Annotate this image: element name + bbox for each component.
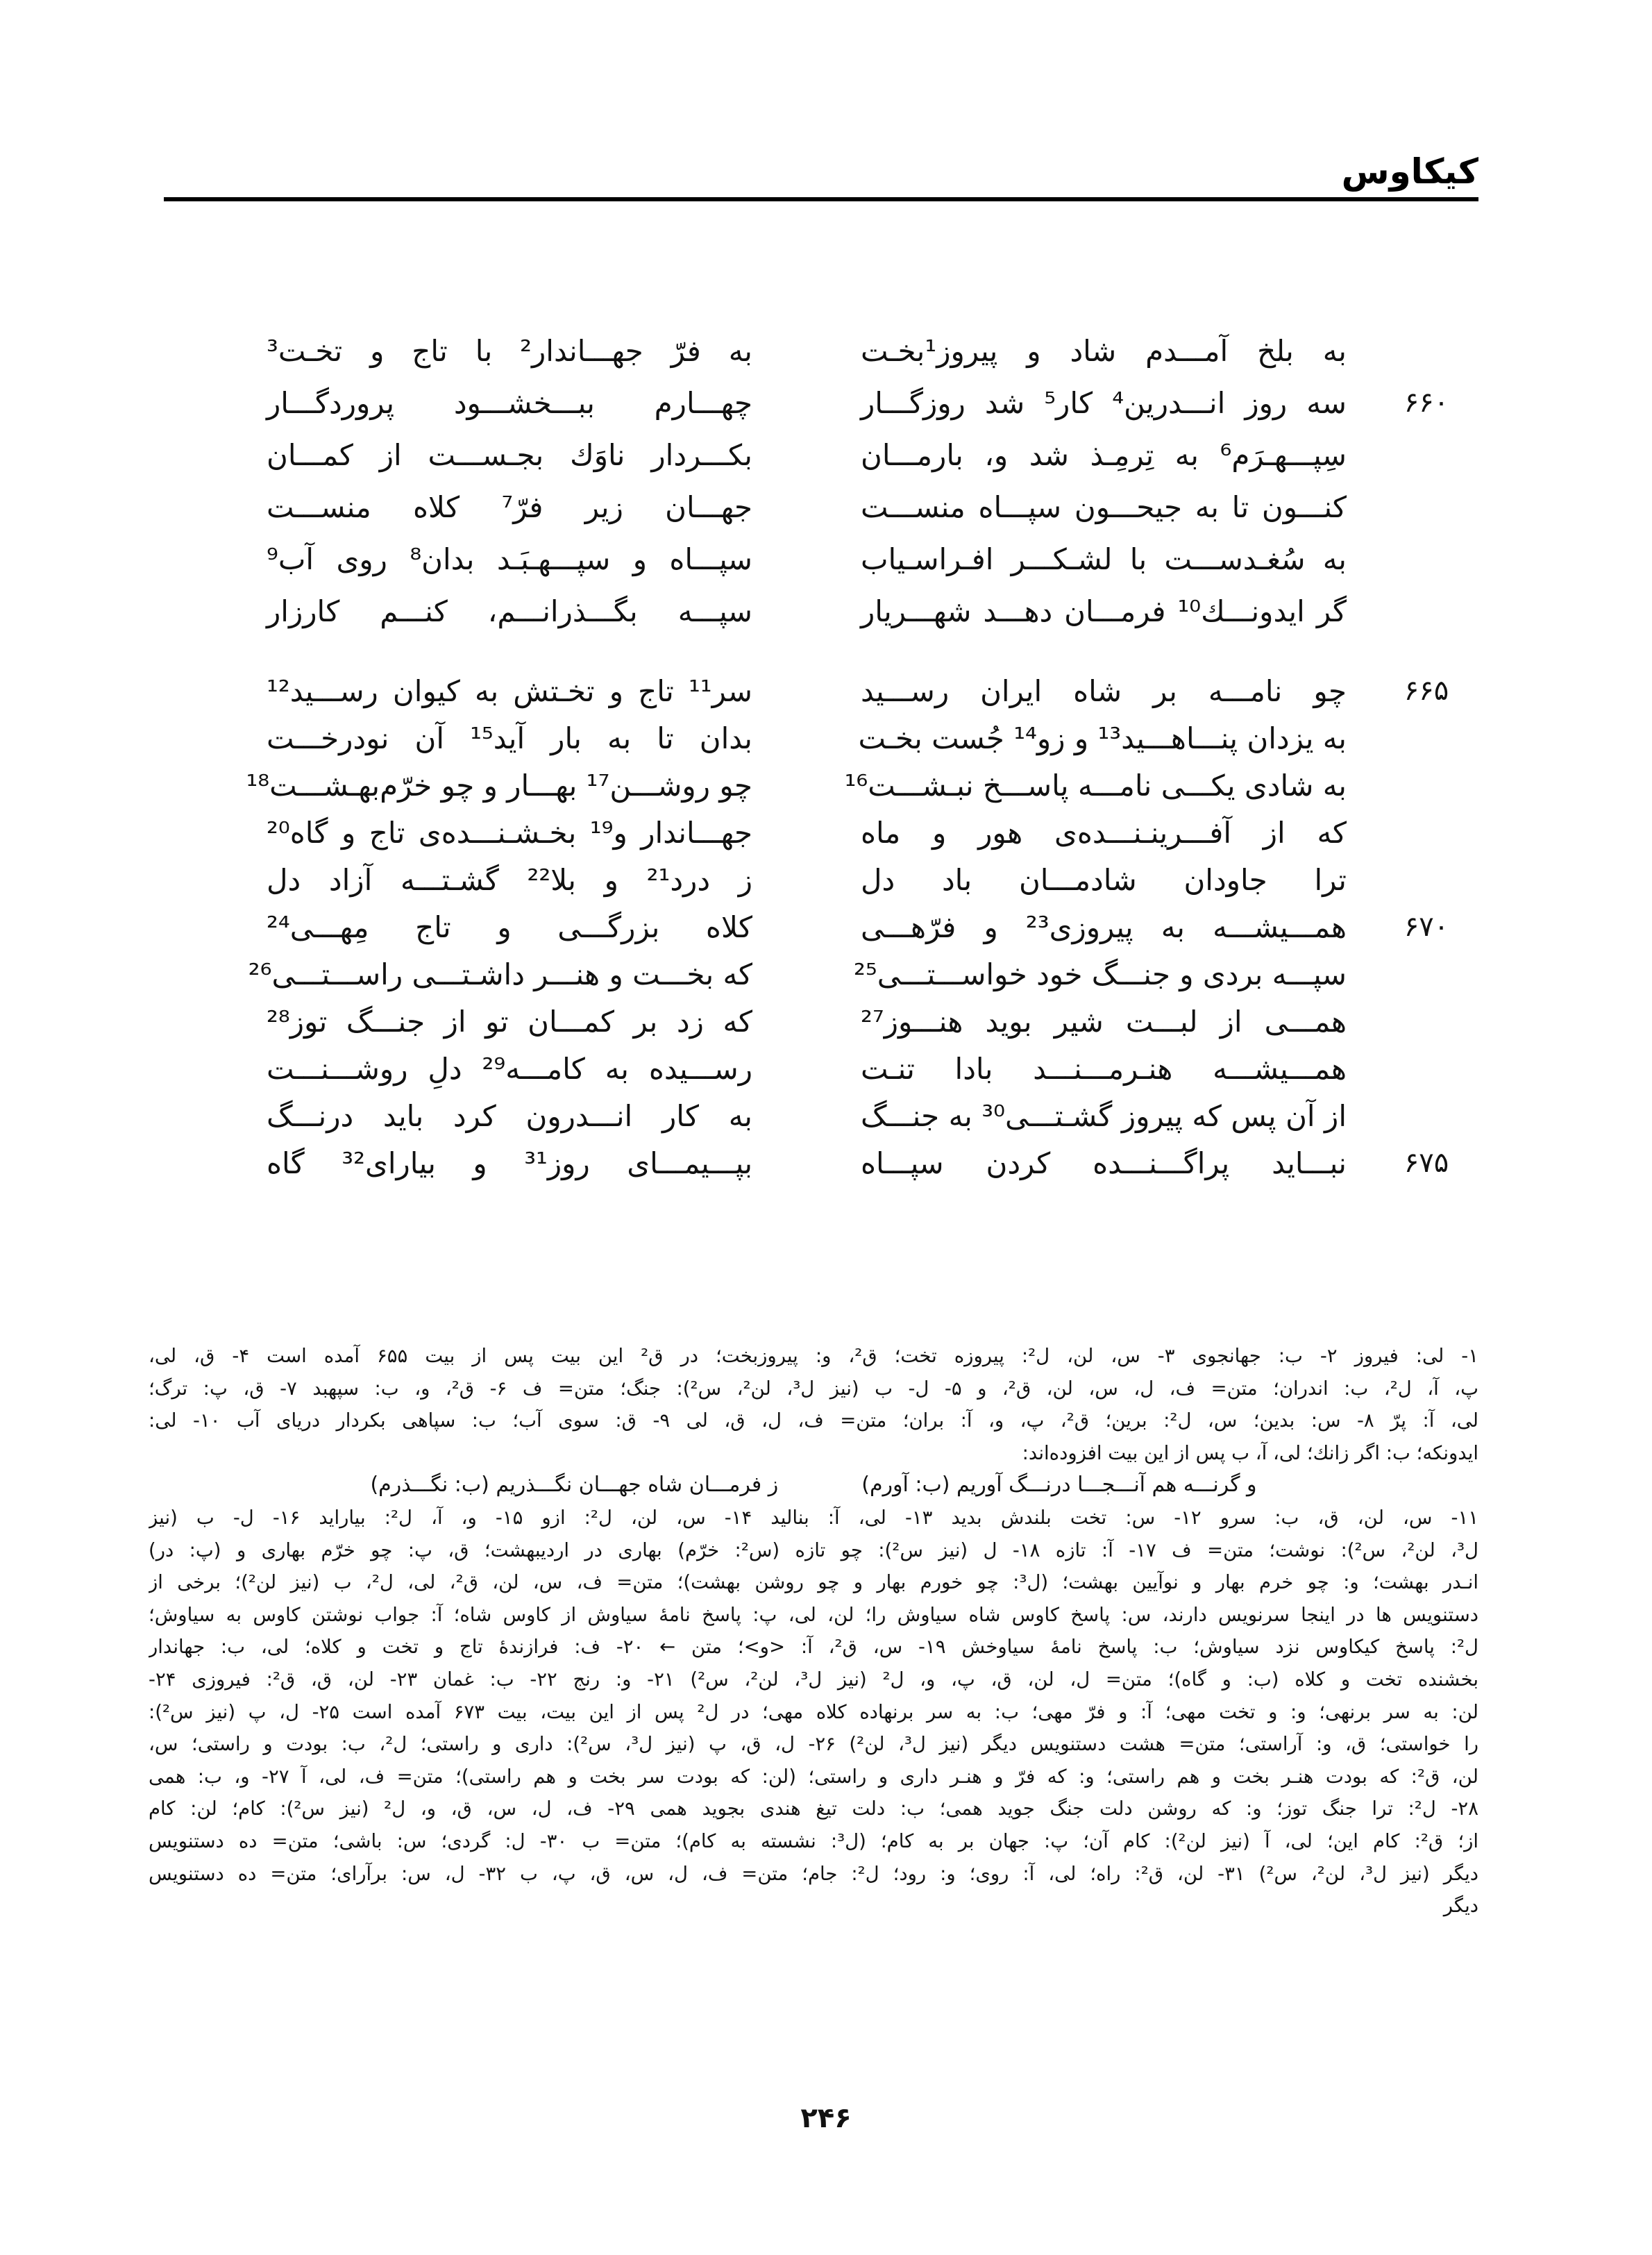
page-number: ۲۴۶ <box>800 2102 852 2134</box>
verse-number: ۶۶۰ <box>1404 387 1449 419</box>
verse-row <box>0 812 1652 854</box>
hemistich-left: بکـــردار ناوَك بجـســـت از کمـــان <box>267 438 752 472</box>
verse-row <box>0 1096 1652 1137</box>
hemistich-right: نبـــاید پراگـــنـــده کردن سپـــاه <box>861 1146 1347 1180</box>
verse-row <box>0 718 1652 760</box>
verse-row <box>0 487 1652 528</box>
footnotes <box>149 1340 1478 1922</box>
verse-row <box>0 383 1652 424</box>
verse-row <box>0 539 1652 580</box>
hemistich-left: چو روشـــن¹⁷ بهـــار و چو خرّم‌بهـشـــت¹⁸ <box>246 769 752 803</box>
hemistich-right: همـــیشـــه هنـرمـــنـــد بادا تنـت <box>861 1052 1347 1086</box>
hemistich-right: به سُغـدســـت با لشـکـــر افـراسـیاب <box>861 542 1347 576</box>
hemistich-left: سپـــه بگـــذرانـــم، کنـــم کارزار <box>267 594 752 628</box>
hemistich-left: به فرّ جهـــاندار² با تاج و تخـت³ <box>267 334 752 368</box>
hemistich-left: کلاه بزرگـــی و تاج مِهـــی²⁴ <box>267 910 752 944</box>
footnote-line: را خواستی؛ ق، و: آراستی؛ متن= هشت دستنویس دیگر (نیز ل³، لن²) ۲۶- ل، ق، پ (نیز ل³، س²): داری و راستی؛ ل²، ب: بودت و راستی؛ س، <box>149 1733 1478 1756</box>
hemistich-left: چهـــارم ببـــخشـــود پروردگـــار <box>267 386 752 420</box>
verse-number: ۶۶۵ <box>1404 675 1449 707</box>
hemistich-right: سپـــه بردی و جنـــگ خود خواســـتـــی²⁵ <box>854 957 1347 991</box>
footnote-line: ل³، لن²، س²): نوشت؛ متن= ف ۱۷- آ: تازه ۱۸- ل (نیز س²): چو تازه (س²: خرّم) بهاری در اردیبهشت؛ ق، پ: چو خرّم بهاری و (پ: در) <box>149 1539 1478 1561</box>
verse-number: ۶۷۵ <box>1404 1147 1449 1179</box>
footnote-inserted-verse <box>149 1469 1478 1502</box>
footnote-line: انـدر بهشت؛ و: چو خرم بهار و نوآیین بهشت؛ (ل³: چو خورم بهار و چو روشن بهشت)؛ متن= ف، س، لن، ق²، لی، ل²، ب (نیز لن²)؛ برخی از <box>149 1571 1478 1594</box>
hemistich-right: ترا جاودان شادمـــان باد دل <box>861 863 1347 897</box>
footnote-line: ۱- لی: فیروز ۲- ب: جهانجوی ۳- س، لن، ل²: پیروزه تخت؛ ق²، و: پیروزبخت؛ در ق² این بیت پس از بیت ۶۵۵ آمده است ۴- ق، لی، <box>149 1345 1478 1367</box>
hemistich-right: به بلخ آمـــدم شاد و پیروز¹بخـت <box>861 334 1347 368</box>
verse-row <box>0 860 1652 901</box>
hemistich-right: چو نامـــه بر شاه ایران رســـید <box>861 674 1347 708</box>
hemistich-right: سه روز انـــدرین⁴ کار⁵ شد روزگـــار <box>861 386 1347 420</box>
hemistich-right: به یزدان پنـــاهـــید¹³ و زو¹⁴ جُست بخـت <box>858 721 1347 755</box>
verse-row <box>0 671 1652 712</box>
verse-row <box>0 1001 1652 1043</box>
hemistich-left: بدان تا به بار آید¹⁵ آن نودرخـــت <box>267 721 752 755</box>
verse-row <box>0 591 1652 632</box>
verse-row <box>0 954 1652 996</box>
footnote-line: دستنویس ها در اینجا سرنویس دارند، س: پاسخ کاوس شاه سیاوش را؛ لن، لی، پ: پاسخ نامهٔ سیاوش از کاوس شاه؛ آ: جواب نوشتن کاوس به سیاوش؛ <box>149 1603 1478 1626</box>
footnote-line: ایدونکه؛ ب: اگر زانك؛ لی، آ، ب پس از این بیت افزوده‌اند: <box>1022 1441 1478 1464</box>
hemistich-right: گر ایدونـــك¹⁰ فرمـــان دهـــد شهـــریار <box>861 594 1347 628</box>
verse-row <box>0 907 1652 948</box>
hemistich-left: سر¹¹ تاج و تخـتش به کیوان رســـید¹² <box>267 674 752 708</box>
verse-row <box>0 330 1652 372</box>
hemistich-right: از آن پس که پیروز گشـتـــی³⁰ به جنـــگ <box>861 1099 1347 1133</box>
footnote-line: ل²: پاسخ کیکاوس نزد سیاوش؛ ب: پاسخ نامهٔ سیاوخش ۱۹- س، ق²، آ: <و>؛ متن ← ۲۰- ف: فرازندهٔ تاج و تخت و کلاه؛ لی، ب: جهاندار <box>149 1636 1478 1659</box>
footnote-line: لی، آ: پرّ ۸- س: بدین؛ س، ل²: برین؛ ق²، پ، و، آ: بران؛ متن= ف، ل، ق، لی ۹- ق: سوی آب؛ ب: سپاهی بکردار دریای آب ۱۰- لی: <box>149 1409 1478 1432</box>
hemistich-left: سپـــاه و سپـــهـبَـد بدان⁸ روی آب⁹ <box>267 542 752 576</box>
footnote-line: دیگر (نیز ل³، لن²، س²) ۳۱- لن، ق²: راه؛ لی، آ: روی؛ و: رود؛ ل²: جام؛ متن= ف، ل، س، ق، پ، ب ۳۲- ل، س: برآرای؛ متن= ده دستنویس <box>149 1862 1478 1885</box>
hemistich-right: کنـــون تا به جیحـــون سپـــاه منســـت <box>861 490 1347 524</box>
footnote-line: لن، ق²: که بودت هنـر بخت و هم راستی؛ و: که فرّ و هنـر داری و راستی؛ (لن: که بودت سر بخت و هم راستی)؛ متن= ف، لی، آ ۲۷- و، ب: همی <box>149 1765 1478 1788</box>
hemistich-right: همـــی از لبـــت شیر بوید هنـــوز²⁷ <box>861 1005 1347 1039</box>
running-title: کیکاوس <box>1341 151 1478 192</box>
hemistich-left: که زد بر کمـــان تو از جنـــگ توز²⁸ <box>267 1005 752 1039</box>
hemistich-left: رســـیده به کامـــه²⁹ دلِ روشـــنـــت <box>267 1052 752 1086</box>
hemistich-right: سِپـــهـرَم⁶ به تِرمِـذ شد و، بارمـــان <box>861 438 1347 472</box>
inserted-verse-right: و گرنـــه هم آنـــجـــا درنـــگ آوریم (ب: آورم) <box>861 1473 1257 1498</box>
verse-row <box>0 1190 1652 1232</box>
header-rule <box>164 197 1478 201</box>
hemistich-right: همـــیشـــه به پیروزی²³ و فرّهـــی <box>861 910 1347 944</box>
footnote-line: از؛ ق²: کام این؛ لی، آ (نیز لن²): کام آن؛ پ: جهان بر به کام؛ (ل³: نشسته به کام)؛ متن= ب ۳۰- ل: گردی؛ س: باشی؛ متن= ده دستنویس <box>149 1829 1478 1852</box>
hemistich-left: که بخـــت و هنـــر داشـتـــی راســـتـــی²⁶ <box>248 957 752 991</box>
verse-row <box>0 765 1652 807</box>
hemistich-left: بپـــیمـــای روز³¹ و بیارای³² گاه <box>267 1146 753 1180</box>
verse-number: ۶۷۰ <box>1404 911 1449 943</box>
hemistich-right: به شادی یکـــی نامـــه پاســـخ نبـشـــت¹⁶ <box>844 769 1347 803</box>
hemistich-left: جهـــاندار و¹⁹ بخـشـنـــده‌ی تاج و گاه²⁰ <box>267 816 752 850</box>
footnote-line: لن: به سر برنهی؛ و: و تخت مهی؛ آ: و فرّ مهی؛ ب: به سر برنهاده کلاه مهی؛ در ل² پس از این بیت، بیت ۶۷۳ آمده است ۲۵- ل، پ (نیز س²): <box>149 1700 1478 1723</box>
inserted-verse-left: ز فرمـــان شاه جهـــان نگـــذریم (ب: نگـــذرم) <box>370 1473 779 1498</box>
hemistich-right: که از آفـــرینـنـــده‌ی هور و ماه <box>861 816 1347 850</box>
hemistich-left: جهـــان زیر فرّ⁷ کلاه منســـت <box>267 490 752 524</box>
verse-row <box>0 435 1652 476</box>
verse-row <box>0 1143 1652 1184</box>
verse-row <box>0 1048 1652 1090</box>
footnote-line: ۲۸- ل²: ترا جنگ توز؛ و: که روشن دلت جنگ جوید همی؛ ب: دلت تیغ هندی بجوید همی ۲۹- ف، ل، س، ق، و، ل² (نیز س²): کام؛ لن: کام <box>149 1797 1478 1820</box>
hemistich-left: ز درد²¹ و بلا²² گشـتـــه آزاد دل <box>267 863 752 897</box>
footnote-line: بخشنده تخت و کلاه (ب: و گاه)؛ متن= ل، لن، ق، پ، و، ل² (نیز ل³، لن²، س²) ۲۱- و: رنج ۲۲- ب: غمان ۲۳- لن، ق، ق²: فیروزی ۲۴- <box>149 1668 1478 1691</box>
footnote-line: ۱۱- س، لن، ق، ب: سرو ۱۲- س: تخت بلندش بدید ۱۳- لی، آ: بنالید ۱۴- س، لن، ل²: ازو ۱۵- و، آ، ل²: بیاراید ۱۶- ل- ب (نیز <box>149 1506 1478 1529</box>
hemistich-left: به کار انـــدرون کرد باید درنـــگ <box>267 1099 752 1133</box>
footnote-line: پ، آ، ل²، ب: اندران؛ متن= ف، ل، س، لن، ق²، و ۵- ل- ب (نیز ل³، لن²، س²): جنگ؛ متن= ف ۶- ق²، و، ب: سپهبد ۷- ق، پ: ترگ؛ <box>149 1377 1478 1400</box>
footnote-line: دیگر <box>1443 1895 1478 1918</box>
